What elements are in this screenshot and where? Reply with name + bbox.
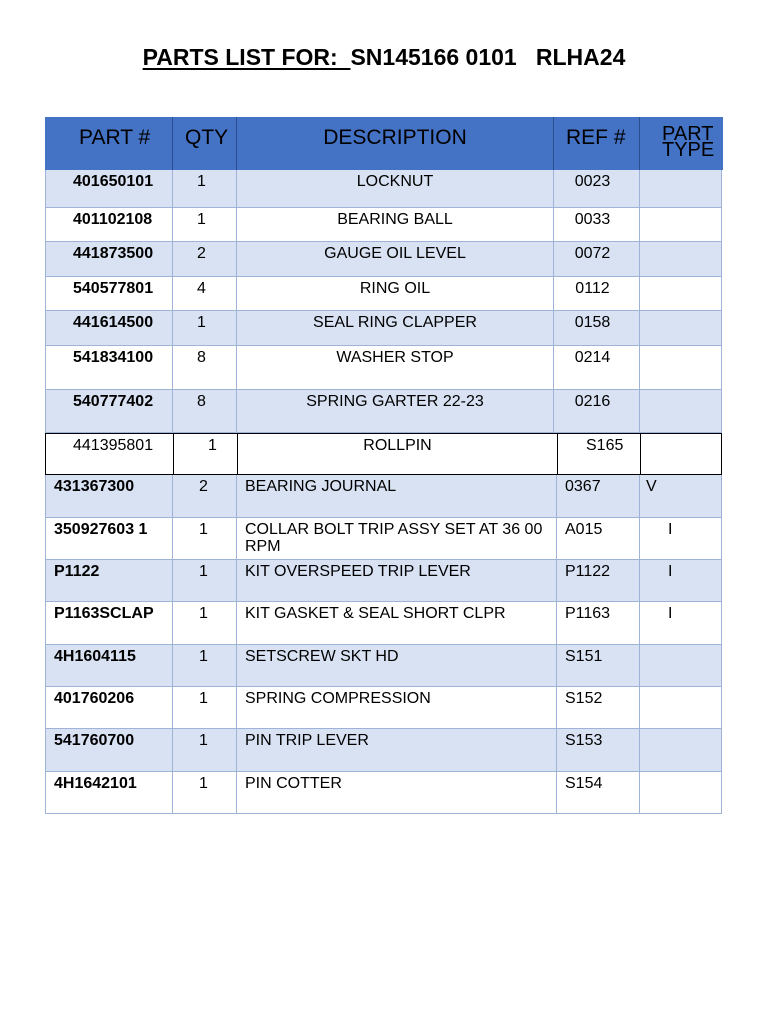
cell-description: GAUGE OIL LEVEL: [237, 242, 554, 276]
cell-part: 441873500: [45, 242, 173, 276]
header-ref: REF #: [554, 117, 640, 170]
cell-ref: 0216: [554, 390, 640, 432]
cell-ref: S153: [557, 729, 640, 771]
cell-qty: 1: [173, 645, 237, 686]
cell-ref: S165: [558, 434, 641, 474]
page-title: [0, 44, 768, 71]
cell-part: 4H1642101: [45, 772, 173, 813]
table-row: [45, 170, 722, 208]
cell-type: [640, 729, 722, 771]
cell-description: LOCKNUT: [237, 170, 554, 207]
cell-type: [640, 277, 722, 310]
cell-qty: 1: [173, 772, 237, 813]
cell-description: WASHER STOP: [237, 346, 554, 389]
cell-ref: S154: [557, 772, 640, 813]
cell-description: SPRING GARTER 22-23: [237, 390, 554, 432]
cell-type: [640, 242, 722, 276]
cell-description: BEARING JOURNAL: [237, 475, 557, 517]
cell-description: PIN COTTER: [237, 772, 557, 813]
cell-type: [640, 645, 722, 686]
cell-description: SPRING COMPRESSION: [237, 687, 557, 728]
cell-qty: 1: [174, 434, 238, 474]
table-row: [45, 390, 722, 433]
cell-ref: S151: [557, 645, 640, 686]
cell-part: 441614500: [45, 311, 173, 345]
cell-ref: A015: [557, 518, 640, 559]
cell-ref: 0367: [557, 475, 640, 517]
header-qty: QTY: [173, 117, 237, 170]
table-row: [45, 518, 722, 560]
cell-qty: 2: [173, 242, 237, 276]
cell-qty: 2: [173, 475, 237, 517]
cell-type: [641, 434, 722, 474]
cell-qty: 1: [173, 687, 237, 728]
table-row: [45, 560, 722, 602]
cell-type: [640, 390, 722, 432]
cell-description: ROLLPIN: [238, 434, 558, 474]
cell-part: 541834100: [45, 346, 173, 389]
cell-qty: 8: [173, 390, 237, 432]
cell-type: [640, 208, 722, 241]
cell-ref: P1122: [557, 560, 640, 601]
table-row: [45, 475, 722, 518]
cell-part: 540577801: [45, 277, 173, 310]
cell-type: [640, 687, 722, 728]
cell-part: 431367300: [45, 475, 173, 517]
title-serial: SN145166 0101 RLHA24: [350, 44, 626, 70]
cell-ref: 0072: [554, 242, 640, 276]
table-row: [45, 433, 722, 475]
table-row: [45, 729, 722, 772]
cell-qty: 1: [173, 602, 237, 644]
cell-description: KIT GASKET & SEAL SHORT CLPR: [237, 602, 557, 644]
cell-qty: 8: [173, 346, 237, 389]
cell-type: [640, 346, 722, 389]
cell-part: 540777402: [45, 390, 173, 432]
cell-qty: 1: [173, 560, 237, 601]
cell-ref: S152: [557, 687, 640, 728]
cell-description: SEAL RING CLAPPER: [237, 311, 554, 345]
cell-part: P1122: [45, 560, 173, 601]
table-row: [45, 242, 722, 277]
cell-description: PIN TRIP LEVER: [237, 729, 557, 771]
header-description: DESCRIPTION: [237, 117, 554, 170]
cell-type: [640, 772, 722, 813]
table-row: [45, 645, 722, 687]
cell-ref: 0214: [554, 346, 640, 389]
table-row: [45, 772, 722, 814]
cell-type: V: [640, 475, 722, 517]
cell-part: 401650101: [45, 170, 173, 207]
cell-description: SETSCREW SKT HD: [237, 645, 557, 686]
cell-ref: 0158: [554, 311, 640, 345]
cell-type: [640, 170, 722, 207]
cell-ref: 0112: [554, 277, 640, 310]
cell-type: I: [640, 518, 722, 559]
header-part: PART #: [45, 117, 173, 170]
cell-description: RING OIL: [237, 277, 554, 310]
cell-qty: 1: [173, 208, 237, 241]
cell-ref: P1163: [557, 602, 640, 644]
table-row: [45, 602, 722, 645]
table-row: [45, 208, 722, 242]
table-row: [45, 277, 722, 311]
cell-qty: 1: [173, 311, 237, 345]
cell-part: P1163SCLAP: [45, 602, 173, 644]
cell-type: [640, 311, 722, 345]
cell-part: 541760700: [45, 729, 173, 771]
cell-part: 401760206: [45, 687, 173, 728]
header-part-type: PART TYPE: [640, 117, 723, 170]
cell-part: 350927603 1: [45, 518, 173, 559]
cell-description: BEARING BALL: [237, 208, 554, 241]
cell-type: I: [640, 560, 722, 601]
cell-part: 4H1604115: [45, 645, 173, 686]
cell-type: I: [640, 602, 722, 644]
cell-ref: 0023: [554, 170, 640, 207]
cell-part: 441395801: [46, 434, 174, 474]
table-row: [45, 346, 722, 390]
cell-qty: 1: [173, 518, 237, 559]
table-row: [45, 687, 722, 729]
cell-ref: 0033: [554, 208, 640, 241]
cell-qty: 4: [173, 277, 237, 310]
cell-part: 401102108: [45, 208, 173, 241]
title-prefix: PARTS LIST FOR:: [142, 44, 351, 70]
cell-description: COLLAR BOLT TRIP ASSY SET AT 36 00 RPM: [237, 518, 557, 559]
cell-qty: 1: [173, 729, 237, 771]
table-row: [45, 311, 722, 346]
cell-description: KIT OVERSPEED TRIP LEVER: [237, 560, 557, 601]
cell-qty: 1: [173, 170, 237, 207]
